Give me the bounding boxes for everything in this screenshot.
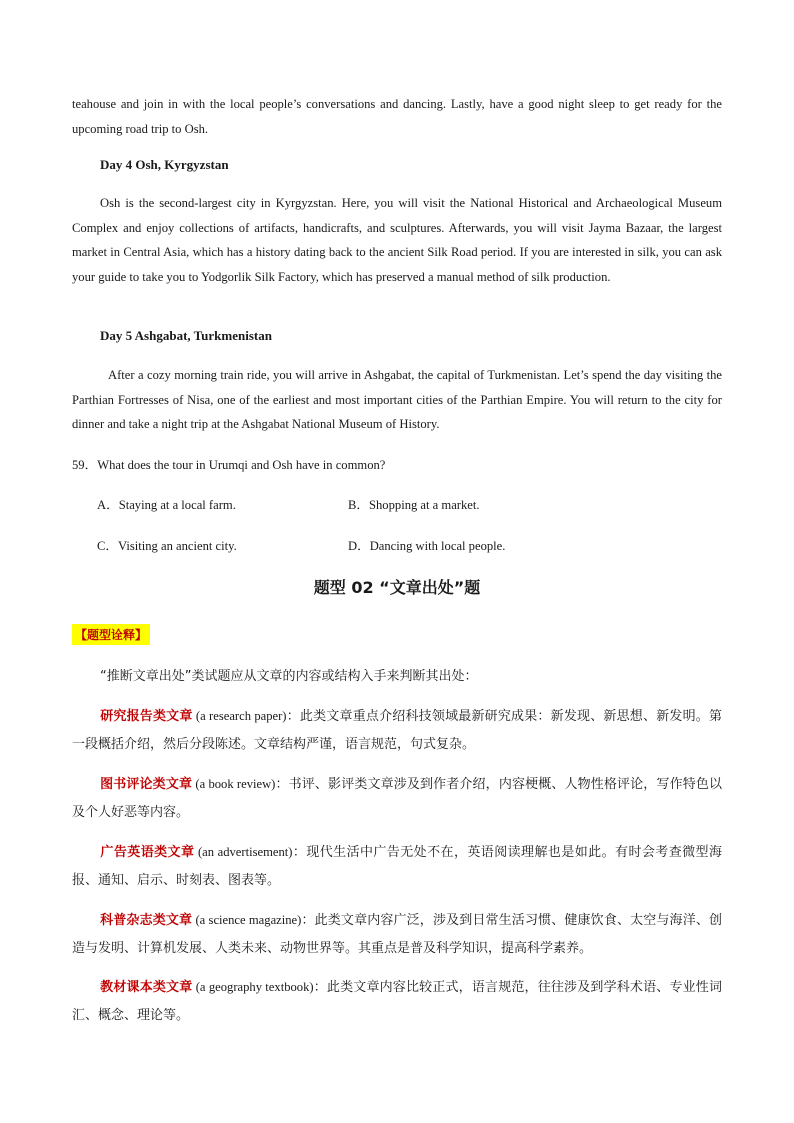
genre-en: (a science magazine): [192, 913, 302, 927]
option-b[interactable]: [348, 494, 480, 513]
genre-en: (a book review): [192, 777, 276, 791]
option-c[interactable]: [97, 535, 237, 554]
day4-heading: Day 4 Osh, Kyrgyzstan: [100, 157, 229, 172]
genre-term: 图书评论类文章: [100, 777, 193, 792]
genre-term: 科普杂志类文章: [100, 913, 193, 928]
genre-term: 研究报告类文章: [100, 709, 193, 724]
day5-heading: Day 5 Ashgabat, Turkmenistan: [100, 328, 272, 343]
option-text: Staying at a local farm.: [118, 498, 236, 512]
genre-research-paper: [72, 702, 722, 759]
question-text: What does the tour in Urumqi and Osh have in common?: [97, 458, 386, 472]
option-text: Dancing with local people.: [369, 539, 506, 553]
option-text: Visiting an ancient city.: [118, 539, 237, 553]
section-intro: “推断文章出处”类试题应从文章的内容或结构入手来判断其出处：: [100, 669, 478, 684]
day4-body: Osh is the second-largest city in Kyrgyzstan. Here, you will visit the National Historical and Archaeological Museum Complex and enjoy collections of artifacts, handicrafts, and sculptures. Afterwards, you will visit Jayma Bazaar, the largest market in Central Asia, which has a history dating back to the ancient Silk Road period. If you are interested in silk, you can ask your guide to take you to Yodgorlik Silk Factory, which has preserved a manual method of silk production.: [72, 196, 722, 284]
genre-book-review: [72, 770, 722, 827]
genre-term: 广告英语类文章: [100, 845, 195, 860]
genre-term: 教材课本类文章: [100, 980, 193, 995]
option-d[interactable]: [348, 535, 505, 554]
genre-science-magazine: [72, 906, 722, 963]
option-text: Shopping at a market.: [369, 498, 480, 512]
option-a[interactable]: [97, 494, 236, 513]
section-title: 题型 02 “文章出处”题: [313, 578, 481, 597]
genre-desc: ：此类文章内容比较正式，语言规范，往往涉及到学科术语、专业性词汇、概念、理论等。: [72, 980, 722, 1023]
option-letter: D．: [348, 539, 370, 553]
option-letter: C．: [97, 539, 118, 553]
genre-en: (an advertisement): [194, 845, 293, 859]
genre-desc: ：书评、影评类文章涉及到作者介绍，内容梗概、人物性格评论，写作特色以及个人好恶等内容。: [72, 777, 722, 820]
day4-paragraph: [72, 191, 722, 289]
question-number: 59．: [72, 458, 98, 472]
genre-en: (a geography textbook): [192, 980, 314, 994]
intro-tail-paragraph: teahouse and join in with the local people’s conversations and dancing. Lastly, have a good night sleep to get ready for the upcoming road trip to Osh.: [72, 97, 722, 136]
day5-body: After a cozy morning train ride, you will arrive in Ashgabat, the capital of Turkmenistan. Let’s spend the day visiting the Parthian Fortresses of Nisa, one of the earliest and most important cities of the Parthian Empire. You will return to the city for dinner and take a night trip at the Ashgabat National Museum of History.: [72, 368, 722, 431]
option-letter: A．: [97, 498, 119, 512]
genre-desc: ：现代生活中广告无处不在，英语阅读理解也是如此。有时会考查微型海报、通知、启示、时刻表、图表等。: [72, 845, 722, 888]
day5-paragraph: [72, 363, 722, 437]
genre-desc: ：此类文章内容广泛，涉及到日常生活习惯、健康饮食、太空与海洋、创造与发明、计算机发展、人类未来、动物世界等。其重点是普及科学知识，提高科学素养。: [72, 913, 722, 956]
option-letter: B．: [348, 498, 369, 512]
genre-textbook: [72, 973, 722, 1030]
question-59: [72, 454, 385, 473]
section-tag: 【题型诠释】: [72, 624, 150, 645]
genre-advertisement: [72, 838, 722, 895]
genre-en: (a research paper): [192, 709, 287, 723]
genre-desc: ：此类文章重点介绍科技领域最新研究成果：新发现、新思想、新发明。第一段概括介绍，然后分段陈述。文章结构严谨，语言规范，句式复杂。: [72, 709, 722, 752]
